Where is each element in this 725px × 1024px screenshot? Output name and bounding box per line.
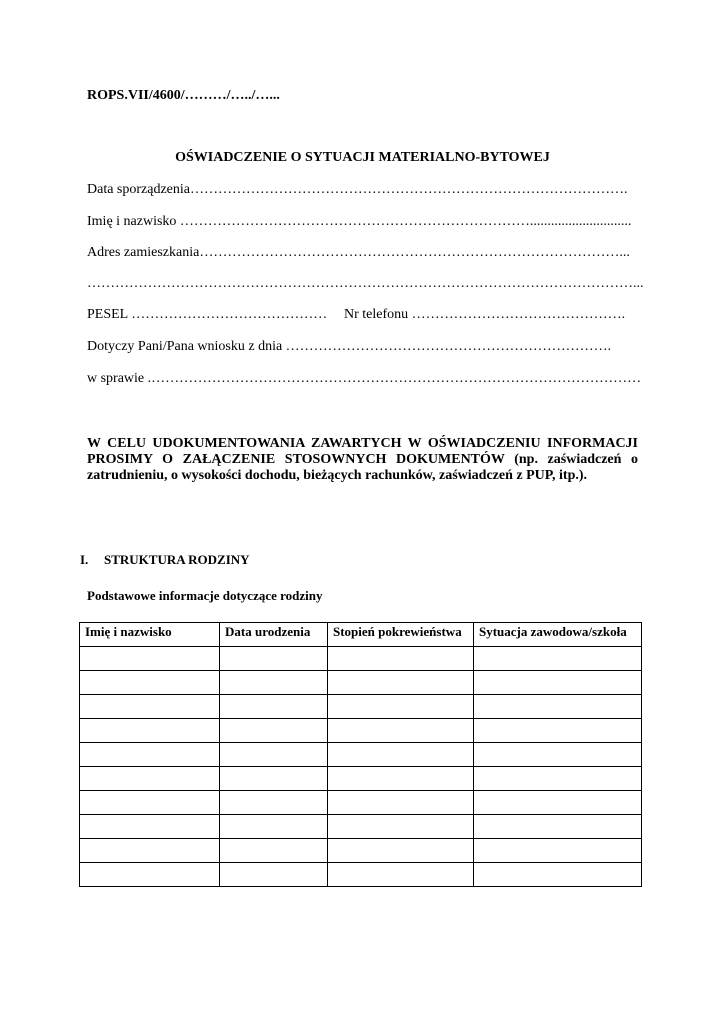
- cell-name[interactable]: [80, 791, 220, 815]
- cell-occupation[interactable]: [474, 743, 642, 767]
- cell-birth-date[interactable]: [220, 743, 328, 767]
- family-table: [79, 622, 642, 887]
- cell-occupation[interactable]: [474, 815, 642, 839]
- column-header-relationship: Stopień pokrewieństwa: [328, 623, 474, 647]
- cell-birth-date[interactable]: [220, 671, 328, 695]
- field-phone: Nr telefonu ……………………………………….: [344, 307, 626, 322]
- document-title: OŚWIADCZENIE O SYTUACJI MATERIALNO-BYTOWEJ: [175, 150, 550, 165]
- cell-relationship[interactable]: [328, 647, 474, 671]
- cell-birth-date[interactable]: [220, 767, 328, 791]
- cell-occupation[interactable]: [474, 719, 642, 743]
- field-address: Adres zamieszkania………………………………………………………………………………...: [87, 245, 630, 260]
- cell-name[interactable]: [80, 743, 220, 767]
- cell-birth-date[interactable]: [220, 815, 328, 839]
- column-header-birth-date: Data urodzenia: [220, 623, 328, 647]
- cell-name[interactable]: [80, 671, 220, 695]
- table-row: [80, 647, 642, 671]
- cell-name[interactable]: [80, 719, 220, 743]
- table-row: [80, 767, 642, 791]
- cell-name[interactable]: [80, 695, 220, 719]
- cell-name[interactable]: [80, 647, 220, 671]
- table-row: [80, 815, 642, 839]
- table-row: [80, 863, 642, 887]
- table-row: [80, 671, 642, 695]
- cell-name[interactable]: [80, 839, 220, 863]
- field-request-date: Dotyczy Pani/Pana wniosku z dnia …………………………………………………………….: [87, 339, 612, 354]
- cell-relationship[interactable]: [328, 767, 474, 791]
- cell-occupation[interactable]: [474, 695, 642, 719]
- field-name: Imię i nazwisko ………………………………………………………………….............................: [87, 214, 632, 229]
- cell-birth-date[interactable]: [220, 791, 328, 815]
- cell-relationship[interactable]: [328, 695, 474, 719]
- cell-relationship[interactable]: [328, 791, 474, 815]
- cell-name[interactable]: [80, 863, 220, 887]
- cell-relationship[interactable]: [328, 743, 474, 767]
- cell-relationship[interactable]: [328, 719, 474, 743]
- cell-birth-date[interactable]: [220, 719, 328, 743]
- table-header-row: [80, 623, 642, 647]
- cell-relationship[interactable]: [328, 839, 474, 863]
- table-row: [80, 743, 642, 767]
- section-subtitle: Podstawowe informacje dotyczące rodziny: [87, 588, 323, 603]
- column-header-name: Imię i nazwisko: [80, 623, 220, 647]
- cell-name[interactable]: [80, 767, 220, 791]
- section-number: I.: [80, 552, 89, 567]
- cell-occupation[interactable]: [474, 671, 642, 695]
- cell-birth-date[interactable]: [220, 863, 328, 887]
- field-pesel: PESEL ……………………………………: [87, 307, 328, 322]
- cell-birth-date[interactable]: [220, 695, 328, 719]
- table-row: [80, 719, 642, 743]
- field-date: Data sporządzenia………………………………………………………………………………….: [87, 182, 628, 197]
- column-header-occupation: Sytuacja zawodowa/szkoła: [474, 623, 642, 647]
- reference-number: ROPS.VII/4600/………/…../…...: [87, 88, 280, 103]
- cell-occupation[interactable]: [474, 767, 642, 791]
- cell-birth-date[interactable]: [220, 839, 328, 863]
- cell-occupation[interactable]: [474, 647, 642, 671]
- cell-relationship[interactable]: [328, 671, 474, 695]
- table-row: [80, 695, 642, 719]
- cell-relationship[interactable]: [328, 815, 474, 839]
- field-matter: w sprawie .……………………………………………………………………………………………: [87, 371, 642, 386]
- section-title: STRUKTURA RODZINY: [104, 552, 250, 567]
- cell-relationship[interactable]: [328, 863, 474, 887]
- cell-occupation[interactable]: [474, 863, 642, 887]
- documents-notice: W CELU UDOKUMENTOWANIA ZAWARTYCH W OŚWIADCZENIU INFORMACJI PROSIMY O ZAŁĄCZENIE STOSOWNYCH DOKUMENTÓW (np. zaświadczeń o zatrudnieniu, o wysokości dochodu, bieżących rachunków, zaświadczeń z PUP, itp.).: [87, 436, 638, 483]
- table-row: [80, 791, 642, 815]
- cell-name[interactable]: [80, 815, 220, 839]
- table-row: [80, 839, 642, 863]
- cell-occupation[interactable]: [474, 839, 642, 863]
- field-address-continued: ………………………………………………………………………………………………………...: [87, 276, 644, 291]
- cell-birth-date[interactable]: [220, 647, 328, 671]
- cell-occupation[interactable]: [474, 791, 642, 815]
